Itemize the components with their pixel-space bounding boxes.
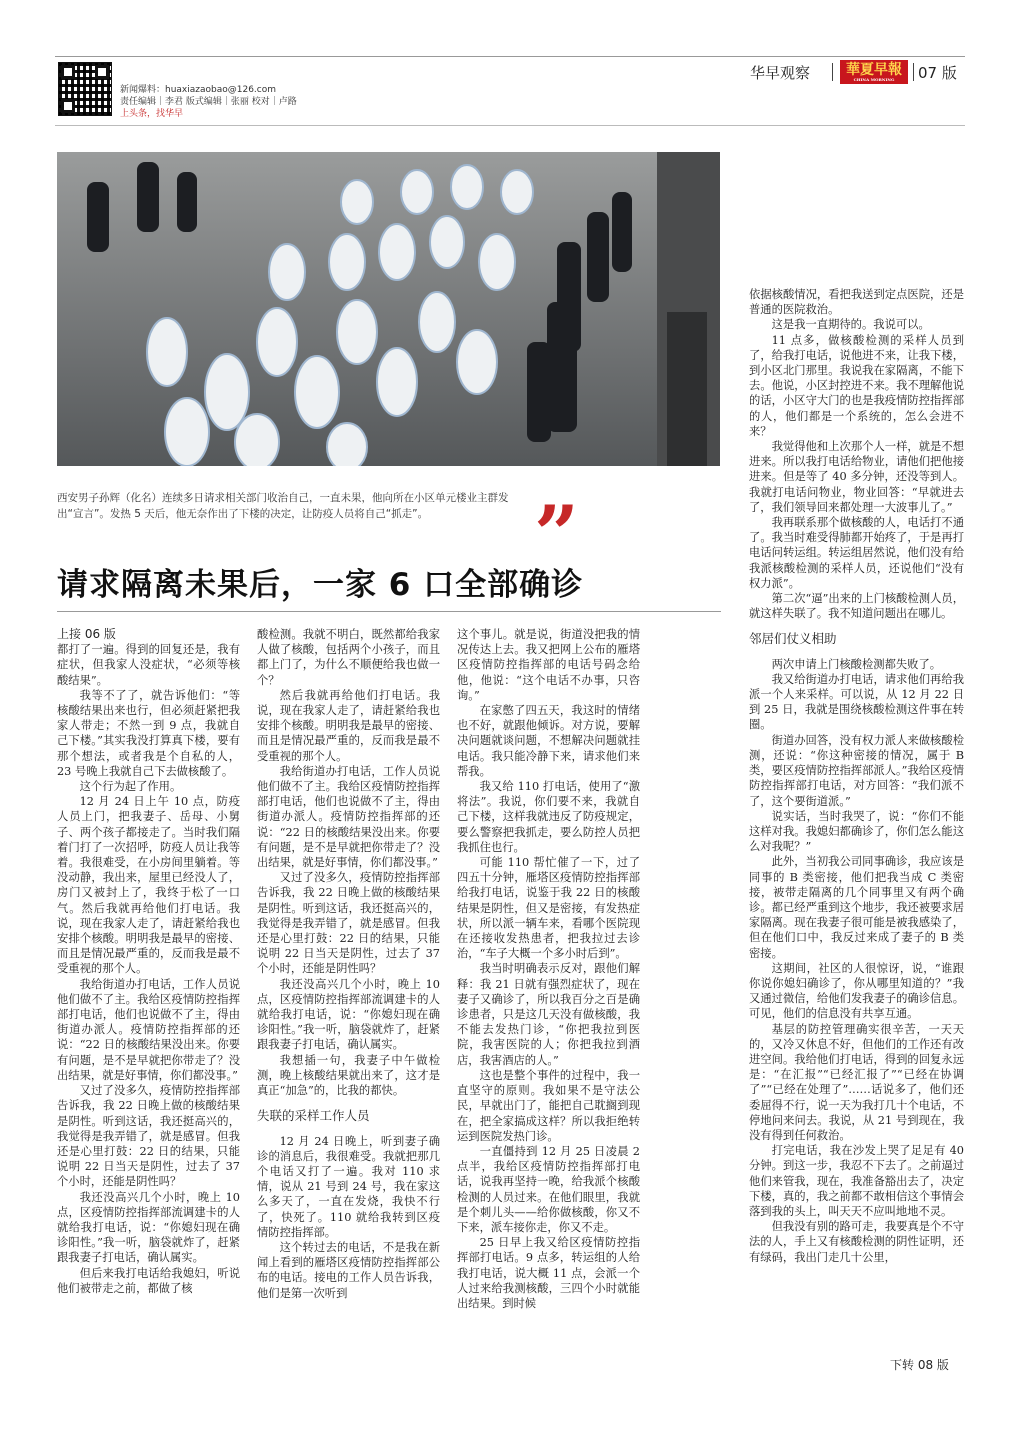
- paragraph: 我又给街道办打电话，请求他们再给我派一个人来采样。可以说，从 12 月 22 日到 25 日，我就是围绕核酸检测这件事在转圈。: [749, 672, 964, 732]
- paragraph: 我还没高兴几个小时，晚上 10 点，区疫情防控指挥部流调建卡的人就给我打电话，说：“你媳妇现在确诊阳性。”我一听，脑袋就炸了，赶紧跟我妻子打电话，确认属实。: [257, 977, 440, 1052]
- article-column-1: [57, 627, 240, 1296]
- paragraph: 这期间，社区的人很惊讶，说，“谁跟你说你媳妇确诊了，你从哪里知道的？”我又通过微信，给他们发我妻子的确诊信息。可见，他们的信息没有共享互通。: [749, 961, 964, 1021]
- paper-logo-en: CHINA MORNING NEWSPAPER: [853, 77, 895, 88]
- paragraph: 我还没高兴几个小时，晚上 10 点，区疫情防控指挥部流调建卡的人就给我打电话，说：“你媳妇现在确诊阳性。”我一听，脑袋就炸了，赶紧跟我妻子打电话，确认属实。: [57, 1190, 240, 1265]
- paragraph: 打完电话，我在沙发上哭了足足有 40 分钟。到这一步，我忍不下去了。之前逼过他们来管我，现在，我准备豁出去了，决定下楼，真的，我之前都不敢相信这个事情会落到我的头上，叫天天不应叫地地不灵。: [749, 1144, 964, 1218]
- article-column-3: [457, 627, 640, 1311]
- qr-code-icon[interactable]: [58, 62, 112, 116]
- header-rule: [55, 125, 965, 126]
- subheading: 邻居们仗义相助: [749, 631, 837, 647]
- paragraph: 这也是整个事件的过程中，我一直坚守的原则。我如果不是守法公民，早就出门了，能把自己耽搁到现在，把全家搞成这样？所以我拒绝转运到医院发热门诊。: [457, 1068, 640, 1143]
- quote-mark: ”: [534, 489, 579, 580]
- paragraph: 12 月 24 日晚上，听到妻子确诊的消息后，我很难受。我就把那几个电话又打了一遍。我对 110 求情，说从 21 号到 24 号，我在家这么多天了，一直在发烧，我快不行了，快死了。110 就给我转到区疫情防控指挥部。: [257, 1134, 440, 1239]
- paragraph: 我给街道办打电话，工作人员说他们做不了主。我给区疫情防控指挥部打电话，他们也说做不了主，得由街道办派人。疫情防控指挥部的还说：“22 日的核酸结果没出来。你要有问题，是不是早就把你带走了？没出结果，就是好事情，你们都没事。”: [57, 977, 240, 1082]
- paragraph: 这个事儿。就是说，街道没把我的情况传达上去。我又把网上公布的雁塔区疫情防控指挥部的电话号码念给他，他说：“这个电话不办事，只咨询。”: [457, 628, 640, 702]
- paragraph: 此外，当初我公司同事确诊，我应该是同事的 B 类密接，他们把我当成 C 类密接，被带走隔离的几个同事里又有两个确诊。都已经严重到这个地步，我还被要求居家隔离。现在我妻子很可能是被我感染了，但在他们口中，我反过来成了妻子的 B 类密接。: [749, 855, 964, 960]
- paragraph: 说实话，当时我哭了，说：“你们不能这样对我。我媳妇都确诊了，你们怎么能这么对我呢？”: [749, 809, 964, 854]
- paragraph: 可能 110 帮忙催了一下，过了四五十分钟，雁塔区疫情防控指挥部给我打电话，说鉴于我 22 日的核酸结果是阴性，但又是密接，有发热症状，所以派一辆车来，看哪个医院现在还接收发热患者，把我拉过去诊治，“车子大概一个多小时后到”。: [457, 856, 640, 961]
- paragraph: 第二次“逼”出来的上门核酸检测人员，就这样失联了。我不知道问题出在哪儿。: [749, 592, 964, 621]
- paragraph: 又过了没多久，疫情防控指挥部告诉我，我 22 日晚上做的核酸结果是阴性。听到这话，我还挺高兴的，我觉得是我弄错了，就是感冒。但我还是心里打鼓：22 日的结果，只能说明 22 日当天是阴性，过去了 37 个小时，还能是阴性吗？: [57, 1084, 240, 1189]
- paragraph: 我又给 110 打电话，使用了“激将法”。我说，你们要不来，我就自己下楼，这样我就违反了防疫规定，要么警察把我抓走，要么防控人员把我抓住也行。: [457, 780, 640, 854]
- paragraph: 基层的防控管理确实很辛苦，一天天的，又冷又休息不好，但他们的工作还有改进空间。我给他们打电话，得到的回复永远是：“在汇报”“已经汇报了”“已经在协调了”“已经在处理了”……话说多了，他们还委屈得不行，说一天为我打几十个电话，不停地问来问去。我说，从 21 号到现在，我没有得到任何救治。: [749, 1022, 964, 1142]
- paragraph: 25 日早上我又给区疫情防控指挥部打电话。9 点多，转运组的人给我打电话，说大概 11 点，会派一个人过来给我测核酸，三四个小时就能出结果。到时候: [457, 1236, 640, 1310]
- slogan: 上头条，找华早: [120, 109, 184, 119]
- paragraph: 我再联系那个做核酸的人，电话打不通了。我当时难受得肺都开始疼了，于是再打电话问转运组。转运组居然说，他们没有给我派核酸检测的采样人员，还说他们“没有权力派”。: [749, 516, 964, 590]
- article-column-4: [749, 287, 964, 1265]
- continued-to: 下转 08 版: [890, 1358, 949, 1372]
- editors-credit: 责任编辑｜李君 版式编辑｜张丽 校对｜卢路: [120, 97, 297, 107]
- paragraph: 依据核酸情况，看把我送到定点医院，还是普通的医院救治。: [749, 288, 964, 317]
- subheading: 失联的采样工作人员: [257, 1108, 370, 1124]
- tip-email: 新闻爆料：huaxiazaobao@126.com: [120, 85, 277, 95]
- paragraph: 又过了没多久，疫情防控指挥部告诉我，我 22 日晚上做的核酸结果是阴性。听到这话，我还挺高兴的，我觉得是我弄错了，就是感冒。但我还是心里打鼓：22 日的结果，只能说明 22 日当天是阴性，过去了 37 个小时，还能是阴性吗？: [257, 871, 440, 976]
- news-photo: [57, 152, 720, 466]
- paper-logo: [840, 60, 908, 88]
- paragraph: 这个转过去的电话，不是我在新闻上看到的雁塔区疫情防控指挥部公布的电话。接电的工作人员告诉我，他们是第一次听到: [257, 1240, 440, 1300]
- paragraph: 我给街道办打电话，工作人员说他们做不了主。我给区疫情防控指挥部打电话，他们也说做不了主，得由街道办派人。疫情防控指挥部的还说：“22 日的核酸结果没出来。你要有问题，是不是早就把你带走了？没出结果，就是好事情，你们都没事。”: [257, 764, 440, 870]
- header-divider: [913, 63, 914, 81]
- page-number: 07 版: [918, 64, 957, 82]
- paragraph: 但我没有别的路可走，我要真是个不守法的人，手上又有核酸检测的阴性证明，还有绿码，我出门走几十公里，: [749, 1220, 964, 1264]
- article-column-2: [257, 627, 440, 1301]
- paragraph: 我觉得他和上次那个人一样，就是不想进来。所以我打电话给物业，请他们把他接进来。但是等了 40 多分钟，还没等到人。我就打电话问物业，物业回答：“早就进去了，我们领导回来都处理一大波事儿了。”: [749, 440, 964, 514]
- paragraph: 11 点多，做核酸检测的采样人员到了，给我打电话，说他进不来，让我下楼，到小区北门那里。我说我在家隔离，不能下去。他说，小区封控进不来。我不理解他说的话，小区守大门的也是我疫情防控指挥部的人，他们都是一个系统的，怎么会进不来？: [749, 333, 964, 438]
- paragraph: 但后来我打电话给我媳妇，听说他们被带走之前，都做了核: [57, 1266, 240, 1295]
- paragraph: 12 月 24 日上午 10 点，防疫人员上门，把我妻子、岳母、小舅子、两个孩子都接走了。当时我们隔着门打了一次招呼，防疫人员让我等着。我很难受，在小房间里躺着。等没动静，我出来，屋里已经没人了，房门又被封上了，我终于松了一口气。然后我就再给他们打电话。我说，现在我家人走了，请赶紧给我也安排个核酸。明明我是最早的密接、而且是情况最严重的，反而我是最不受重视的那个人。: [57, 795, 240, 976]
- top-rule: [55, 56, 965, 57]
- paragraph: 我想插一句，我妻子中午做检测，晚上核酸结果就出来了，这才是真正“加急”的，比我的都快。: [257, 1053, 440, 1098]
- headline-rule: [57, 611, 721, 612]
- photo-illustration: [57, 152, 720, 466]
- paragraph: 然后我就再给他们打电话。我说，现在我家人走了，请赶紧给我也安排个核酸。明明我是最早的密接、而且是情况最严重的，反而我是最不受重视的那个人。: [257, 688, 440, 763]
- section-name: 华早观察: [750, 64, 811, 82]
- paragraph: 街道办回答，没有权力派人来做核酸检测，还说：“你这种密接的情况，属于 B 类，要区疫情防控指挥部派人。”我给区疫情防控指挥部打电话，对方回答：“我们派不了，这个要街道派。”: [749, 733, 964, 808]
- paragraph: 一直僵持到 12 月 25 日凌晨 2 点半，我给区疫情防控指挥部打电话，说我再坚持一晚，给我派个核酸检测的人员过来。在他们眼里，我就是个刺儿头——给你做核酸，你又不下来，派车接你走，你又不走。: [457, 1144, 640, 1234]
- header-info: [120, 84, 297, 120]
- header-divider: [832, 63, 833, 81]
- paragraph: 这是我一直期待的。我说可以。: [771, 318, 930, 332]
- paragraph: 这个行为起了作用。: [79, 780, 182, 794]
- headline: 请求隔离未果后，一家 6 口全部确诊: [57, 567, 584, 603]
- paragraph: 都打了一遍。得到的回复还是，我有症状，但我家人没症状，“必须等核酸结果”。: [57, 643, 240, 687]
- paragraph: 在家憋了四五天，我这时的情绪也不好，就跟他倾诉。对方说，要解决问题就谈问题，不想解决问题就挂电话。我只能冷静下来，请求他们来帮我。: [457, 704, 640, 778]
- photo-caption: 西安男子孙辉（化名）连续多日请求相关部门收治自己，一直未果，他向所在小区单元楼业主群发出“宣言”。发热 5 天后，他无奈作出了下楼的决定，让防疫人员将自己“抓走”。: [57, 492, 509, 520]
- continued-from: 上接 06 版: [57, 627, 116, 641]
- paper-logo-name: 華夏早報: [846, 62, 902, 78]
- paragraph: 两次申请上门核酸检测都失败了。: [771, 657, 942, 671]
- paragraph: 酸检测。我就不明白，既然都给我家人做了核酸，包括两个小孩子，而且都上门了，为什么不顺便给我也做一个？: [257, 628, 440, 687]
- paragraph: 我等不了了，就告诉他们：“等核酸结果出来也行，但必须赶紧把我家人带走；不然一到 9 点，我就自己下楼。”其实我没打算真下楼，要有那个想法，或者我是个自私的人，23 号晚上我就自己下去做核酸了。: [57, 688, 240, 778]
- paragraph: 我当时明确表示反对，跟他们解释：我 21 日就有强烈症状了，现在妻子又确诊了，所以我百分之百是确诊患者，只是这几天没有做核酸，我不能去发热门诊，“你把我拉到医院，我害医院的人；你把我拉到酒店，我害酒店的人。”: [457, 962, 640, 1067]
